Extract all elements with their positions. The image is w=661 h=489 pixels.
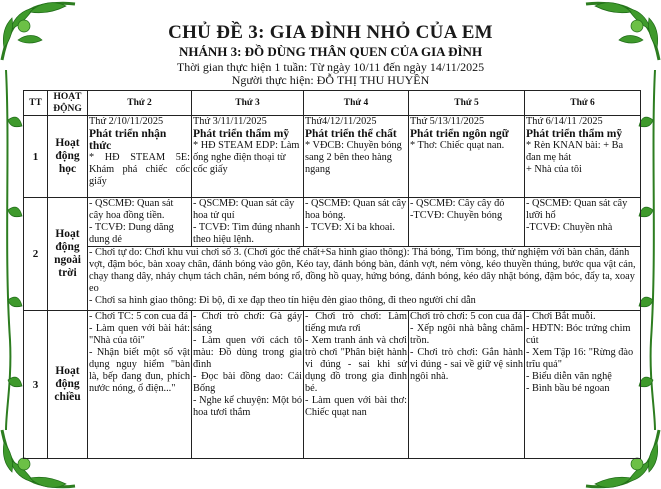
free-play-cell	[88, 247, 641, 311]
cell-line: - Bình bầu bé ngoan	[526, 383, 610, 394]
cell-line: - Đọc bài đồng dao: Cái Bống	[193, 371, 302, 394]
cell-title: Phát triển thể chất	[305, 128, 397, 140]
cell-line: - QSCMĐ: Quan sát cây hoa bỏng.	[305, 198, 407, 221]
cell-line: + Nhà của tôi	[526, 164, 582, 175]
cell-line: - TCVĐ: Tìm đúng nhanh theo hiệu lệnh.	[193, 222, 301, 245]
table-cell	[192, 311, 304, 459]
weekly-plan-table	[23, 90, 641, 459]
cell-line: - Làm quen với bài thơ: Chiếc quạt nan	[305, 395, 407, 418]
table-row	[24, 116, 641, 198]
cell-line: - Xếp ngôi nhà bằng chăm trồn.	[410, 323, 523, 346]
activity-label: Hoạt động học	[48, 116, 88, 198]
col-header-day: Thứ 3	[192, 91, 304, 116]
cell-line: Chơi trò chơi: 5 con cua đá	[410, 311, 523, 322]
table-row	[24, 247, 641, 311]
cell-line: - QSCMĐ: Cây cây đỏ	[410, 198, 505, 209]
cell-line: - Chơi trò chơi: Gắn hành vi đúng - sai về giữ vệ sinh ngôi nhà.	[410, 347, 523, 382]
cell-line: -TCVĐ: Chuyền nhà	[526, 222, 613, 233]
table-cell	[304, 198, 409, 247]
table-cell	[409, 116, 525, 198]
cell-title: Phát triển ngôn ngữ	[410, 128, 509, 140]
activity-label: Hoạt động chiều	[48, 311, 88, 459]
row-number: 1	[24, 116, 48, 198]
free-play-text: - Chơi tự do: Chơi khu vui chơi số 3. (Chơi góc thể chất+Sa hình giao thông): Thả bóng, Tìm bóng, thử nghiệm với bàn chân, đánh vợt, đậm bóc, bàn xoay chân, đánh bóng vào gôn, Kéo tay, đánh bóng bàn, đánh vợt, ném vòng, kéo thuyền thúng, bước qua vật cản, chạy thang dây, nhảy chụm tách chân, ném bóng rổ, đồng hồ quay, hứng bóng, đánh bóng, kéo dây nhặt bóng, đậm bóc, đẩy ta, xoay eo	[89, 247, 636, 294]
table-row	[24, 311, 641, 459]
cell-line: - Xem tranh ảnh và chơi trò chơi "Phân biệt hành vi đúng - sai khi sử dụng đồ trong gia đình bé.	[305, 335, 407, 394]
page-header	[0, 22, 661, 87]
traffic-play-text: - Chơi sa hình giao thông: Đi bộ, đi xe đạp theo tín hiệu đèn giao thông, đi theo người chỉ dẫn	[89, 295, 476, 306]
table-cell	[525, 116, 641, 198]
cell-date: Thứ 2/10/11/2025	[89, 116, 164, 127]
cell-date: Thứ 3/11/11/2025	[193, 116, 267, 127]
col-header-activity: HOẠT ĐỘNG	[48, 91, 88, 116]
table-cell	[192, 116, 304, 198]
cell-line: * VĐCB: Chuyền bóng sang 2 bên theo hàng ngang	[305, 140, 402, 175]
table-cell	[304, 116, 409, 198]
table-row	[24, 198, 641, 247]
cell-title: Phát triển thẩm mỹ	[193, 128, 290, 140]
cell-line: * HĐ STEAM EDP: Làm ống nghe điện thoại từ cốc giấy	[193, 140, 300, 175]
cell-date: Thứ 6/14/11 /2025	[526, 116, 603, 127]
cell-line: - Chơi TC: 5 con cua đá	[89, 311, 189, 322]
table-cell	[525, 198, 641, 247]
cell-line: - QSCMĐ: Quan sát cây lưỡi hổ	[526, 198, 628, 221]
row-number: 3	[24, 311, 48, 459]
cell-line: - QSCMĐ: Quan sát cây hoa đồng tiền.	[89, 198, 174, 221]
col-header-day: Thứ 4	[304, 91, 409, 116]
cell-line: -TCVĐ: Chuyền bóng	[410, 210, 503, 221]
table-cell	[525, 311, 641, 459]
cell-title: Phát triển nhận thức	[89, 128, 167, 152]
cell-line: - Làm quen với bài hát: "Nhà của tôi"	[89, 323, 190, 346]
table-cell	[409, 198, 525, 247]
table-cell	[88, 311, 192, 459]
cell-line: - Nghe kể chuyện: Một bó hoa tươi thắm	[193, 395, 302, 418]
cell-line: - TCVĐ: Dung dăng dung dẻ	[89, 222, 174, 245]
col-header-day: Thứ 5	[409, 91, 525, 116]
table-cell	[192, 198, 304, 247]
page-title: CHỦ ĐỀ 3: GIA ĐÌNH NHỎ CỦA EM	[168, 22, 493, 43]
cell-line: - Chơi trò chơi: Gà gáy sáng	[193, 311, 302, 334]
cell-line: - Biểu diễn văn nghệ	[526, 371, 612, 382]
cell-line: * Rèn KNAN bài: + Ba đan mẹ hát	[526, 140, 624, 163]
cell-line: * HĐ STEAM 5E: Khám phá chiếc cốc giấy	[89, 152, 190, 187]
cell-line: - Xem Tập 16: "Rừng đào trĩu quả"	[526, 347, 634, 370]
cell-date: Thứ4/12/11/2025	[305, 116, 377, 127]
col-header-day: Thứ 2	[88, 91, 192, 116]
cell-line: - Chơi Bắt muỗi.	[526, 311, 596, 322]
table-cell	[88, 198, 192, 247]
col-header-day: Thứ 6	[525, 91, 641, 116]
cell-line: - HĐTN: Bóc trứng chim cút	[526, 323, 631, 346]
cell-title: Phát triển thẩm mỹ	[526, 128, 623, 140]
activity-label: Hoạt động ngoài trời	[48, 198, 88, 311]
cell-line: - Chơi trò chơi: Làm tiếng mưa rơi	[305, 311, 407, 334]
cell-line: - Nhận biết một số vật dụng nguy hiểm "bàn là, bếp đang đun, phích nước nóng, ổ điện..."	[89, 347, 190, 394]
cell-line: - TCVĐ: Xỉ ba khoai.	[305, 222, 395, 233]
col-header-stt: TT	[24, 91, 48, 116]
branch-title: NHÁNH 3: ĐỒ DÙNG THÂN QUEN CỦA GIA ĐÌNH	[178, 44, 483, 59]
time-range: Thời gian thực hiện 1 tuần: Từ ngày 10/11 đến ngày 14/11/2025	[176, 60, 485, 74]
table-cell	[304, 311, 409, 459]
table-header-row	[24, 91, 641, 116]
cell-line: - QSCMĐ: Quan sát cây hoa tử quí	[193, 198, 295, 221]
cell-date: Thứ 5/13/11/2025	[410, 116, 485, 127]
table-cell	[409, 311, 525, 459]
author-line: Người thực hiện: ĐỖ THỊ THU HUYỀN	[231, 73, 430, 87]
table-cell	[88, 116, 192, 198]
cell-line: - Làm quen với cách tô màu: Đồ dùng trong gia đình	[193, 335, 302, 370]
cell-line: * Thơ: Chiếc quạt nan.	[410, 140, 505, 151]
row-number: 2	[24, 198, 48, 311]
